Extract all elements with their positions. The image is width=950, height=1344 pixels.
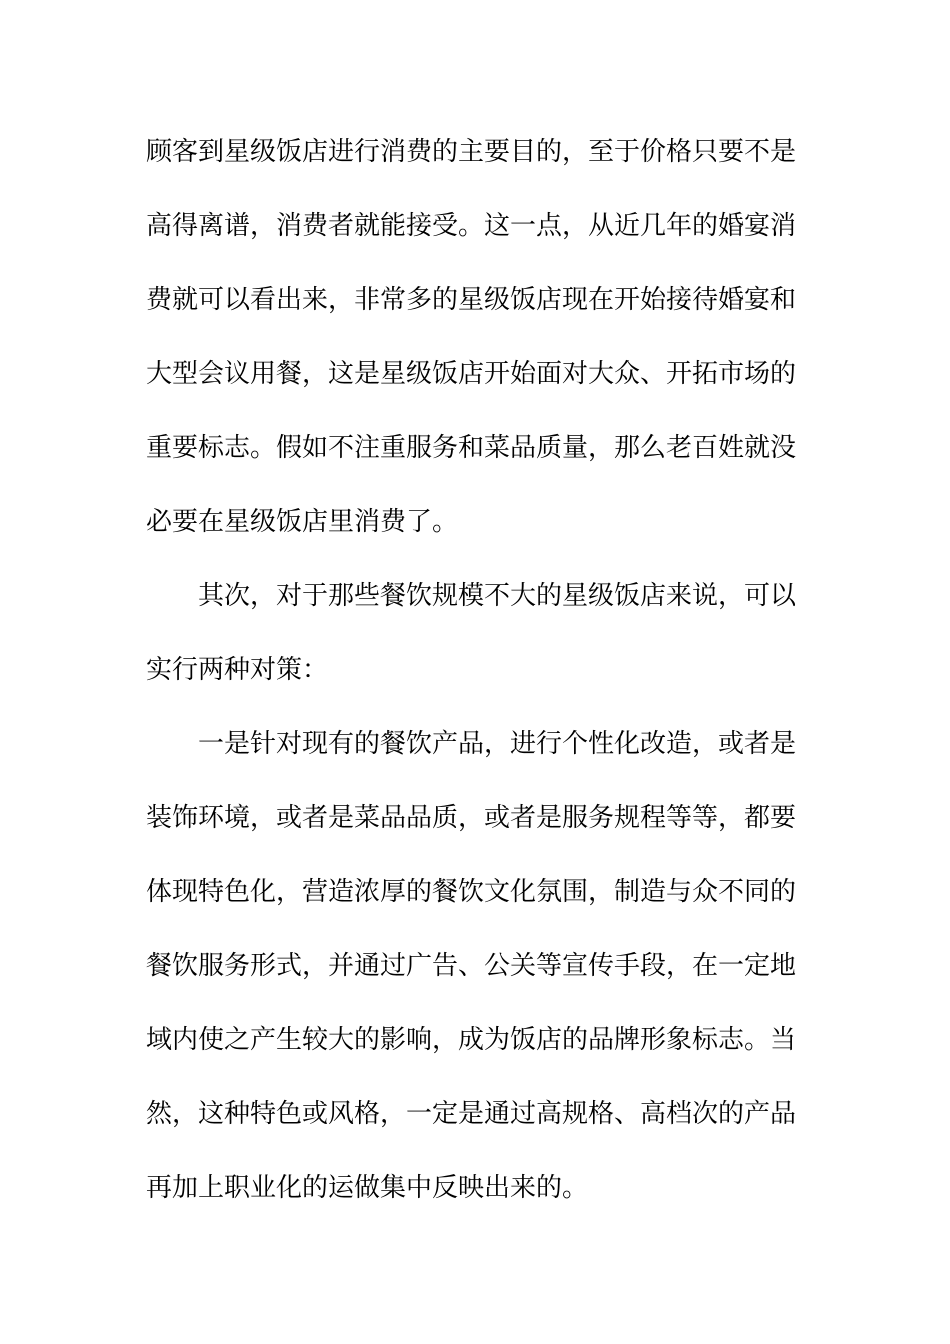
text-line: 体现特色化，营造浓厚的餐饮文化氛围，制造与众不同的 — [146, 877, 797, 907]
text-line: 其次，对于那些餐饮规模不大的星级饭店来说，可以 — [198, 581, 797, 611]
body-text — [146, 123, 806, 1233]
text-line: 顾客到星级饭店进行消费的主要目的，至于价格只要不是 — [146, 137, 797, 167]
text-line: 高得离谱，消费者就能接受。这一点，从近几年的婚宴消 — [146, 211, 797, 241]
text-line: 域内使之产生较大的影响，成为饭店的品牌形象标志。当 — [146, 1025, 797, 1055]
text-line: 一是针对现有的餐饮产品，进行个性化改造，或者是 — [198, 729, 797, 759]
text-line: 必要在星级饭店里消费了。 — [146, 507, 459, 537]
text-line: 费就可以看出来，非常多的星级饭店现在开始接待婚宴和 — [146, 285, 797, 315]
text-line: 再加上职业化的运做集中反映出来的。 — [146, 1173, 589, 1203]
text-line: 餐饮服务形式，并通过广告、公关等宣传手段，在一定地 — [146, 951, 797, 981]
text-line: 实行两种对策： — [146, 655, 329, 685]
text-line: 装饰环境，或者是菜品品质，或者是服务规程等等，都要 — [146, 803, 797, 833]
text-line: 重要标志。假如不注重服务和菜品质量，那么老百姓就没 — [146, 433, 797, 463]
text-line: 大型会议用餐，这是星级饭店开始面对大众、开拓市场的 — [146, 359, 797, 389]
text-line: 然，这种特色或风格，一定是通过高规格、高档次的产品 — [146, 1099, 797, 1129]
